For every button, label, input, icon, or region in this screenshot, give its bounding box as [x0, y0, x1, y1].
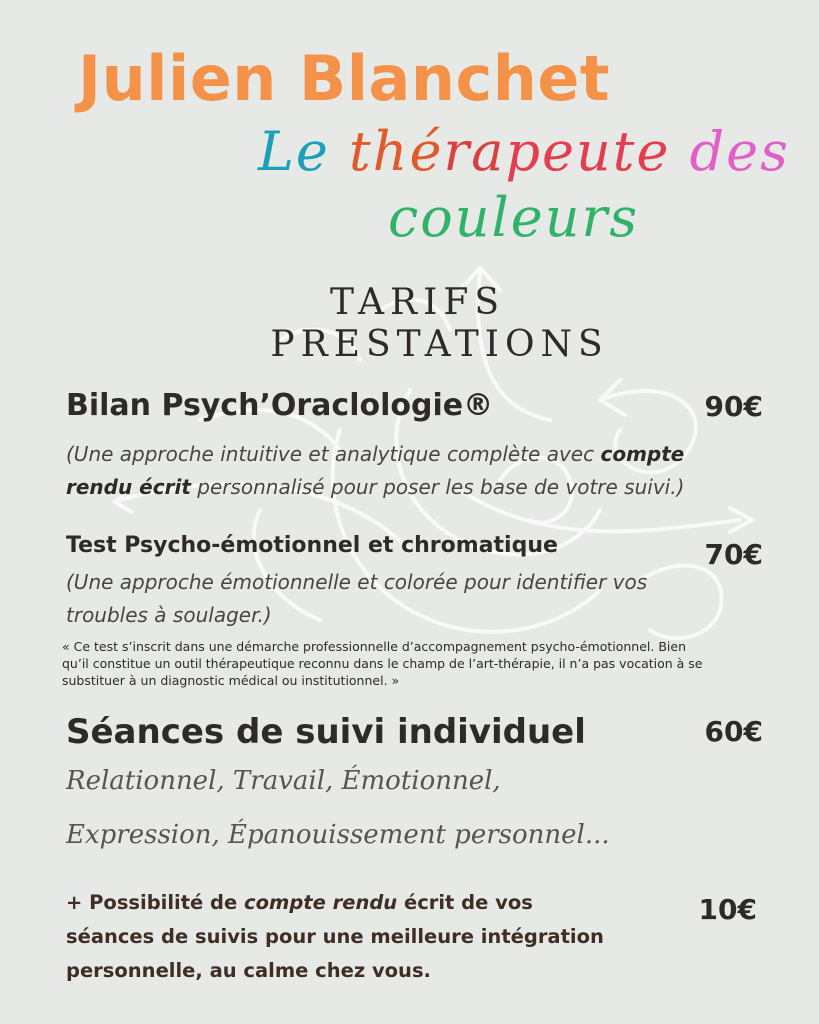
service-topics-line-2: Expression, Épanouissement personnel... [66, 820, 610, 850]
service-title-test: Test Psycho-émotionnel et chromatique [66, 533, 558, 558]
service-description-test: (Une approche émotionnelle et colorée pour identifier vos troubles à soulager.) [66, 570, 648, 627]
tagline-word-le: Le [258, 120, 349, 183]
extra-italic: compte rendu [244, 891, 398, 914]
description-text: (Une approche intuitive et analytique complète avec [66, 442, 601, 466]
section-title-line-2: PRESTATIONS [270, 324, 609, 365]
tagline-line-1 [258, 120, 790, 183]
service-price-test: 70€ [704, 538, 763, 571]
extra-option-text [66, 886, 606, 988]
service-price-suivi: 60€ [704, 715, 763, 748]
extra-option-price: 10€ [698, 893, 757, 926]
section-title-line-1: TARIFS [329, 282, 505, 323]
service-topics-line-1: Relationnel, Travail, Émotionnel, [66, 766, 501, 796]
extra-suffix: écrit de vos séances de suivis pour une meilleure intégration personnelle, au calme chez vous. [66, 891, 604, 982]
tagline-fragment-1: thé [348, 120, 444, 183]
tagline-fragment-2: ra [443, 120, 506, 183]
tagline-fragment-3: peute [505, 120, 690, 183]
service-description-bilan [66, 438, 746, 504]
service-price-bilan: 90€ [704, 390, 763, 423]
tagline-line-2: couleurs [388, 186, 640, 249]
service-disclaimer-test: « Ce test s’inscrit dans une démarche professionnelle d’accompagnement psycho-émotionnel. Bien qu’il constitue un outil thérapeutique reconnu dans le champ de l’art-thérapie, il n’a pas vocation à se substituer à un diagnostic médical ou institutionnel. » [62, 639, 703, 688]
therapist-name: Julien Blanchet [78, 42, 611, 115]
extra-prefix: + Possibilité de [66, 891, 245, 914]
tagline-word-des: des [689, 120, 790, 183]
description-bold: compte rendu écrit [66, 442, 685, 499]
description-text: personnalisé pour poser les base de votre suivi.) [190, 475, 685, 499]
service-title-suivi: Séances de suivi individuel [66, 712, 586, 752]
service-title-bilan: Bilan Psych’Oraclologie® [66, 388, 494, 423]
